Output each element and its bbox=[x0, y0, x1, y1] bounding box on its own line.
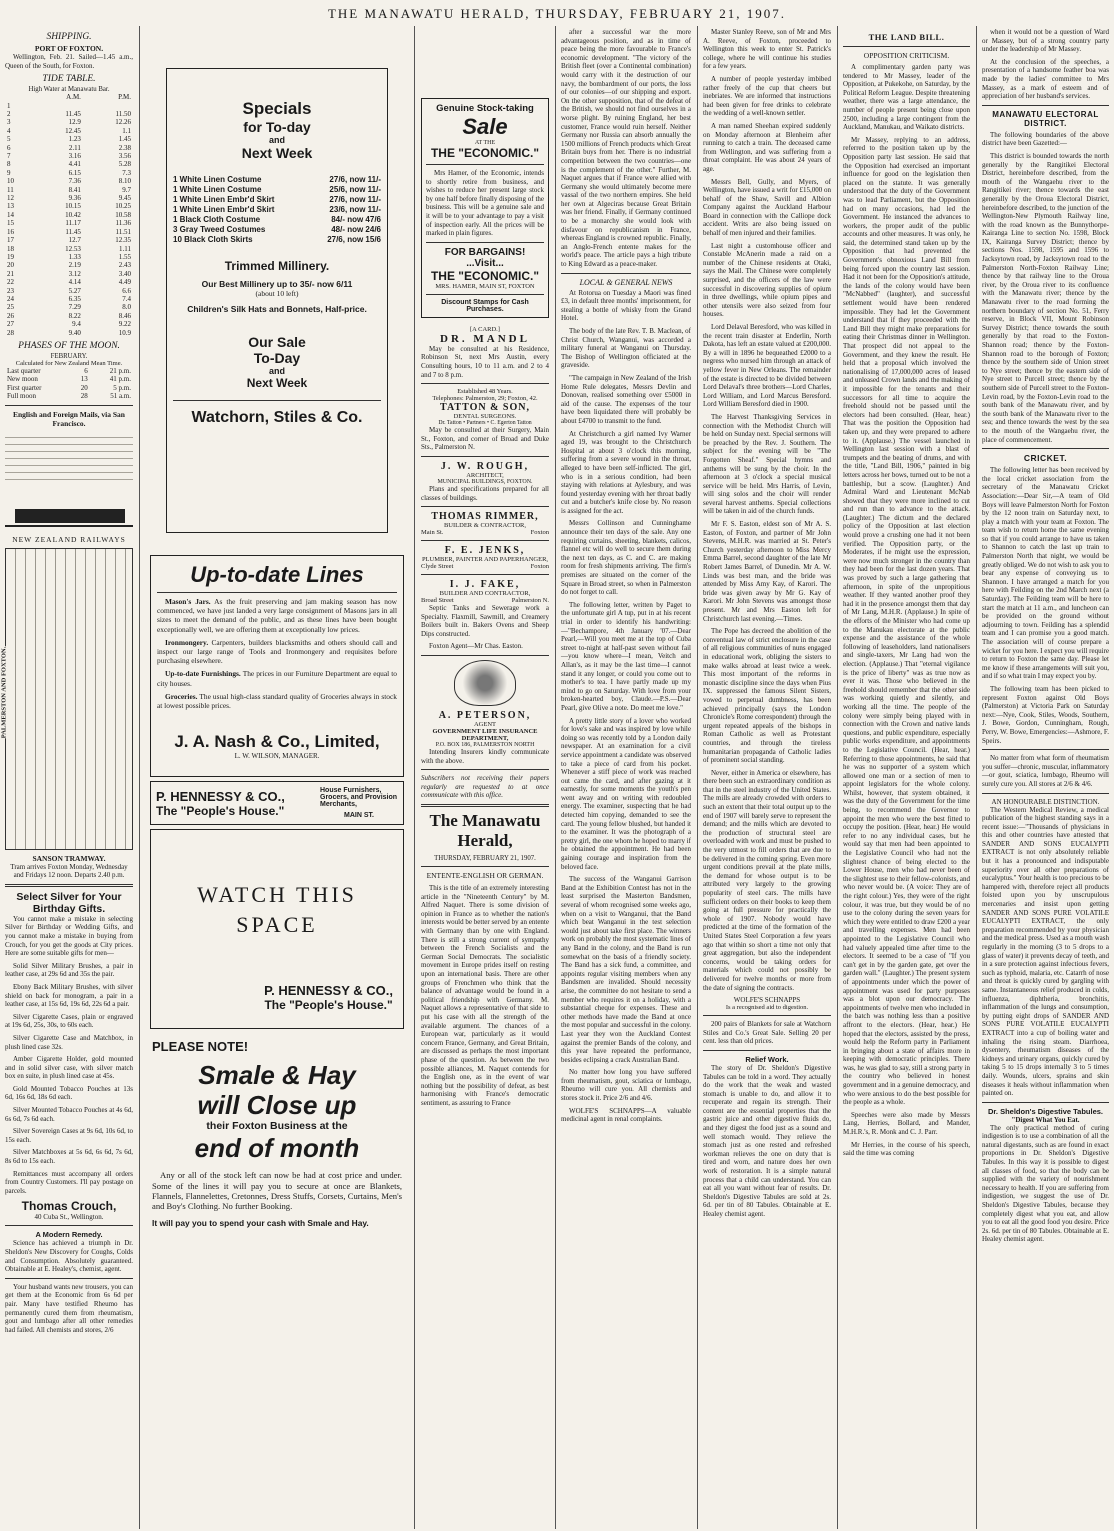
silver-item: Amber Cigarette Holder, gold mounted and in solid silver case, with silver match box en suite, in plush lined case at 45s. bbox=[5, 1055, 133, 1081]
tide-row: 16 11.45 11.51 bbox=[7, 227, 131, 236]
col5-para-9: The Pope has decreed the abolition of the conventual law of strict enclosure in the case of all religious communities of nuns engaged in educational work, obliging the sisters to make walks abroad at least twice a week. This most important of the reforms in monastic discipline since the days when Pius IX. suppressed the famous Silent Sisters, vowed to perpetual dumbness, has been achieved principally (says the London Chronicle's Rome correspondent) through the urgent repeated appeals of the bishops in Roman Catholic as well as Protestant countries, and through the tireless humanitarian propaganda of Catholic ladies of prominent social standing. bbox=[703, 627, 831, 765]
tramway-text: Tram arrives Foxton Monday, Wednesday and Fridays 12 noon. Departs 2.40 p.m. bbox=[10, 862, 128, 880]
mails-table bbox=[5, 431, 133, 483]
tide-row: 6 2.11 2.38 bbox=[7, 143, 131, 152]
tide-row: 14 10.42 10.58 bbox=[7, 210, 131, 219]
husband-text: Your husband wants new trousers, you can get them at the Economic from 6s 6d per pair. Many have testified Rheumo has permanently cured them from rheumatism, gout and lumbago after all other remedies had failed. All chemists and stores, 2/6 bbox=[5, 1282, 133, 1334]
fake-agent: Foxton Agent—Mr Chas. Easton. bbox=[429, 642, 523, 651]
card-label: [A CARD.] bbox=[470, 325, 500, 333]
tide-row: 20 2.19 2.43 bbox=[7, 261, 131, 270]
rheumo-text: No matter from what form of rheumatism you suffer—chronic, muscular, inflammatory—or gout, sciatica, lumbago, Rheumo will surely cure you. All stores at 2/6 & 4/6. bbox=[982, 754, 1109, 788]
moon-month: FEBRUARY. bbox=[50, 352, 88, 360]
specials-line-3: Next Week bbox=[241, 145, 313, 161]
watchorn-name: Watchorn, Stiles & Co. bbox=[191, 409, 363, 426]
tide-row: 28 9.40 10.9 bbox=[7, 328, 131, 337]
specials-item: 1 Black Cloth Costume 84/- now 47/6 bbox=[173, 215, 381, 224]
jenks-addr-left: Clyde Street bbox=[421, 563, 454, 571]
silver-item: Silver Cigarette Case and Matchbox, in plush lined case 32s. bbox=[5, 1033, 133, 1051]
smale-line-4: end of month bbox=[194, 1133, 360, 1164]
discount-text: Discount Stamps for Cash Purchases. bbox=[441, 298, 529, 313]
col4-para-6: Messrs Collinson and Cunninghame announce their ten days of the sale. Any one requiring curtains, sheeting, blankets, calicos, flannel etc will do well to secure them during the next ten days, as C. and C. are making room for fresh shipments arriving. The firm's premises are situated on the corner of the Square in Broad street, so when in Palmerston do not forget to call. bbox=[561, 519, 691, 597]
tide-row: 10 7.36 8.10 bbox=[7, 177, 131, 186]
sale-line-1: Our Sale bbox=[248, 334, 306, 350]
rough-name: J. W. ROUGH, bbox=[440, 460, 530, 472]
at-the: AT THE bbox=[474, 140, 496, 146]
column-1 bbox=[0, 26, 138, 1529]
rough-sub: ARCHITECT, bbox=[466, 471, 504, 479]
column-7 bbox=[977, 26, 1114, 1529]
moon-heading: PHASES OF THE MOON. bbox=[18, 340, 120, 351]
col7-para-2: At the conclusion of the speeches, a presentation of a handsome feather boa was made by the ladies' committee to Mrs Massey, as a mark of esteem and of appreciation of her husband's services. bbox=[982, 57, 1109, 101]
jenks-sub: PLUMBER, PAINTER AND PAPERHANGER, bbox=[421, 556, 549, 564]
peterson-name: A. PETERSON, bbox=[438, 710, 532, 722]
tide-heading: TIDE TABLE. bbox=[42, 74, 96, 85]
column-4 bbox=[556, 26, 696, 1529]
specials-item: 3 Gray Tweed Costumes 48/- now 24/6 bbox=[173, 225, 381, 234]
honour-text: The Western Medical Review, a medical publication of the highest standing says in a recent issue:—"Thousands of physicians in this and other countries have attested that SANDER AND SONS EUCALYPTI EXTRACT is not only absolutely reliable but it has a pronounced and indisputable superiority over all other preparations of eucalyptus." Your health is too precious to be hampered with, therefore reject all products foisted upon you by unscrupulous mercenaries and insist upon getting SANDER AND SONS PURE VOLATILE EUCALYPTI EXTRACT, the only preparation recommended by your physician and the medical press. Used as a mouth wash regularly in the morning (3 to 5 drops to a glass of water) it prevents decay of teeth, and in a sure protection against infectious fevers, such as typhoid, malaria, etc. Catarrh of nose and throat is quickly cured by gargling with same. Instantaneous relief produced in colds, influenza, diphtheria, bronchitis, inflammation of the lungs and consumption, by putting eight drops of SANDER AND SONS PURE VOLATILE EUCALYPTI EXTRACT into a cup of boiling water and inhaling the rising steam. Diarrhoea, dysentery, rheumatism diseases of the kidneys and urinary organs, quickly cured by taking 5 to 15 drops internally 3 to 5 times daily. Wounds, ulcers, sprains and skin diseases it heals without inflammation when painted on. bbox=[982, 805, 1109, 1098]
fake-name: I. J. FAKE, bbox=[449, 579, 521, 591]
please-note: PLEASE NOTE! bbox=[152, 1039, 249, 1055]
col4-para-2: At Rotorua on Tuesday a Maori was fined £3, in default three months' imprisonment, for stealing a bottle of whisky from the Grand Hotel. bbox=[561, 288, 691, 323]
cricket-heading: CRICKET. bbox=[1023, 453, 1068, 464]
nash-manager: L. W. WILSON, MANAGER. bbox=[234, 752, 320, 761]
millinery-text: Our Best Millinery up to 35/- now 6/11 bbox=[201, 279, 353, 289]
peterson-company: GOVERNMENT LIFE INSURANCE DEPARTMENT, bbox=[432, 728, 538, 743]
col4-para-7: The following letter, written by Paget to the unfortunate girl A tup, put in at his recent trial in order to identify his handwriting:—"Bechampore, 4th January '07.—Dear Pearl,—Will you meet me at the top of Cuba street to-night at half-past seven without fail—you know where—I mean, Veitch and Allan's, as it may be the last time—I cannot stand it any longer, or could you come out to mother's to tea. I have partly made up my mind to go on Saturday. With love from your broken-hearted boy, Claude.—P.S.—Dear Pearl, give Olive a note. Do meet me love." bbox=[561, 600, 691, 712]
hennessy2-tagline: The "People's House." bbox=[264, 998, 393, 1013]
col4-para-1: after a successful war the more advantageous position, and as in time of peace being the more favourable to France's economic development. "The victory of the British fleet (over a Continental combination) would carry with it the destruction of our navy, the bombardment of our ports, the loss of our colonies—of our shipping and export. On the other supposition, that of the defeat of the British, we should not find ourselves in a worse plight. By ruining England, her best customer, France would ruin herself. Neither Germany nor Russia can absorb annually the 1500 millions of French products which Great Britain buys from her. There is no industrial competition between the two countries—one is the complement of the other." Further, M. Naquet argues that if France were allied with Germany she would ultimately become mere vassal of the two northern empires. She held her own at Algeciras because Great Britain was her friend. Finally, if Germany continued to be a monarchy she would look with disfavour on republicanism in France, whereas England is crowned republic. Finally, an Anglo-French entente makes for the world's peace. The article pays a high tribute to King Edward as a peace-maker. bbox=[561, 28, 691, 269]
blankets-text: 200 pairs of Blankets for sale at Watchorn Stiles and Co.'s Great Sale. Selling 20 per cent. less than old prices. bbox=[703, 1020, 831, 1046]
silver-remit: Remittances must accompany all orders from Country Customers. I'll pay postage on parcels. bbox=[5, 1169, 133, 1195]
crouch-address: 40 Cuba St., Wellington. bbox=[34, 1213, 104, 1222]
peterson-text: Intending Insurers kindly communicate with the above. bbox=[421, 748, 549, 765]
smale-ad bbox=[150, 1037, 404, 1230]
col4-para-9: The success of the Wanganui Garrison Band at the Exhibition Contest has not in the least surprised the Masterton Bandsmen, several of whom recognised some weeks ago, when on a visit to Wanganui, that the Band which beat Wanganui in the test selection would just about take first place. The winners work on probably the most systematic lines of any Band in the colony, and the Band is run somewhat on the basis of a friendly society. The Band has a sick fund, a committee, and appoints regular visiting members when any Bandsmen are invalided. Should necessity arise, the committee do not hesitate to send a member who requires it on a holiday, with a substantial cheque for expenses. These and other methods have made the Band at once the most popular and successful in the colony. Last year they won the Auckland Contest against the premier Bands of the colony, and this year have repeated the performance, besides eclipsing a crack Australian Band. bbox=[561, 875, 691, 1064]
established: Established 48 Years. bbox=[457, 388, 513, 396]
tide-row: 17 12.7 12.35 bbox=[7, 236, 131, 245]
tide-table bbox=[5, 93, 133, 337]
nash-name: J. A. Nash & Co., Limited, bbox=[174, 732, 380, 752]
silver-item: Silver Mounted Tobacco Pouches at 4s 6d, 6s 6d, 7s 6d each. bbox=[5, 1106, 133, 1123]
remedy-text: Science has achieved a triumph in Dr. Sheldon's New Discovery for Coughs, Colds and Consumption. Absolutely guaranteed. Obtainable at E. Healey's, chemist, agent. bbox=[5, 1239, 133, 1274]
hennessy-name: P. HENNESSY & CO., bbox=[156, 788, 285, 804]
hennessy2-name: P. HENNESSY & CO., bbox=[264, 983, 393, 999]
rimmer-addr-right: Foxton bbox=[530, 529, 549, 537]
genuine-heading: Genuine Stock-taking bbox=[436, 103, 534, 114]
royal-crest-image bbox=[454, 660, 516, 706]
shipping-heading: SHIPPING. bbox=[46, 32, 92, 42]
specials-item: 1 White Linen Embr'd Skirt 27/6, now 11/- bbox=[173, 195, 381, 204]
ironmongery-text bbox=[157, 638, 397, 666]
col5-para-6: Lord Delaval Beresford, who was killed in the recent train disaster at Enderlin, North Dakota, has left an estate valued at £200,000. By a will in 1896 he bequeathed £2000 to a negress who nursed him through an attack of yellow fever in New Orleans. The remainder of the estate is directed to be divided between Lord Delaval's three brothers—Lord Charles, Lord William, and Lord Marcus Beresford. Lord William Beresford died in 1900. bbox=[703, 323, 831, 409]
col5-para-5: Last night a customhouse officer and Constable McAnerin made a raid on a number of the Chinese residents at Otaki, says the Mail. The Chinese were completely surprised, and the officers of the law were successful in discovering supplies of opium in three dwellings, while opium pipes and other utensils were also seized from four houses. bbox=[703, 241, 831, 319]
tramway-heading: SANSON TRAMWAY. bbox=[32, 853, 106, 863]
relief-heading: Relief Work. bbox=[745, 1054, 789, 1064]
remedy-heading: A Modern Remedy. bbox=[35, 1230, 103, 1240]
fake-text: Septic Tanks and Sewerage work a Specialty. Flaxmill, Sawmill, and Creamery Boilers built in. Bakers Ovens and Sheep Dips constructed. bbox=[421, 604, 549, 638]
silver-item: Gold Mounted Tobacco Pouches at 13s 6d, 16s 6d, 18s 6d each. bbox=[5, 1084, 133, 1102]
masons-heading: Mason's Jars. bbox=[165, 597, 211, 606]
tide-row: 22 4.14 4.49 bbox=[7, 278, 131, 287]
visit-heading: ...Visit... bbox=[466, 257, 504, 269]
cricket-text: The following letter has been received by the local cricket association from the secretary of the Manawatu Cricket Association:—Dear Sir,—A team of Old Boys will leave Palmerston North for Foxton by the 12 noon train on Saturday next, to play a match with your team at Foxton. The team wish to return home the same evening so that if you could arrange to have us taken to Shannon to catch the last up train to Palmerston North that night, we would be greatly obliged. We do not wish to ask you to bear any expense of conveying us to Shannon. I have arranged a match for you here with Feilding on the 2nd March next (a Saturday). The Feilding team will be here to start the match at 11 a.m., and luncheon can be provided on the ground without adjourning to town. Feilding has a splendid team and I can promise you a good match. The association will of course prepare a wicket for you here. I expect you will require to return to Foxton the same day. Please let me know if these arrangements will suit you, and if so what train I may expect you by. bbox=[982, 466, 1109, 681]
groceries-body: The usual high-class standard quality of Groceries always in stock at lowest possible prices. bbox=[157, 691, 397, 711]
tatton-name: TATTON & SON, bbox=[440, 402, 530, 414]
tide-row: 12 9.36 9.45 bbox=[7, 194, 131, 203]
cricket-team: The following team has been picked to represent Foxton against Old Boys (Palmerston) at Victoria Park on Saturday next:—Nye, Cook, Stiles, Woods, Southern, J. Bowe, Gordon, Cunningham, Rough, Perry, W. Bowe, Emergencies:—Ashmore, F. Speirs. bbox=[982, 684, 1109, 745]
sale-line-3: Next Week bbox=[246, 376, 308, 390]
mails-heading: English and Foreign Mails, via San Francisco. bbox=[13, 409, 125, 428]
tide-col-header: P.M. bbox=[118, 93, 131, 102]
col5-para-8: Mr F. S. Easton, eldest son of Mr A. S. Easton, of Foxton, and partner of Mr John Stevens, M.H.R. was married at St. Peter's Church yesterday afternoon to Miss Mercy Emma Barrel, second daughter of the late Mr Robert James Barrel, of Dunedin. Mr A. W. Linds was best man, and the bride was attended by Miss Amy Kay, of Karori. The bride was given away by Mr G. Kay of Karori. Mr John Stevens was amongst those present. Mr and Mrs Easton left for Christchurch last evening.—Times. bbox=[703, 520, 831, 623]
railway-timetable bbox=[0, 548, 133, 850]
col6-para-4: Mr Herries, in the course of his speech, said the time was coming bbox=[843, 1140, 970, 1158]
tide-row: 5 1.23 1.45 bbox=[7, 135, 131, 144]
sale-and: and bbox=[268, 366, 285, 376]
moon-row: Full moon 28 51 a.m. bbox=[7, 392, 131, 401]
col5-para-3: A man named Sheehan expired suddenly on Monday afternoon at Blenheim after running to catch a train. The deceased came from Wellington, and was suffering from a throat complaint. He was about 24 years of age. bbox=[703, 121, 831, 173]
tide-row: 13 10.15 10.25 bbox=[7, 202, 131, 211]
tide-row: 15 11.17 11.36 bbox=[7, 219, 131, 228]
local-news-heading: LOCAL & GENERAL NEWS bbox=[579, 277, 673, 287]
sheldon-text: The only practical method of curing indigestion is to use a combination of all the natural digestants, such as are found in exact proportions in Dr. Sheldon's Digestive Tabules. In this way it is possible to digest all classes of food, so that the body can be supplied with the variety of nourishment necessary to health. If you are suffering from indigestion, we suggest the use of Dr. Sheldon's Digestive Tabules, because they completely digest what you eat, and allow you to eat all the good food you desire. Price 2s. 6d. per tin of 80 Tabules. Obtainable at E. Healey chemist agent. bbox=[982, 1123, 1109, 1244]
col4-para-5: At Christchurch a girl named Ivy Warner aged 19, was brought to the Christchurch Hospital at about 3 o'clock this morning, suffering from a severe wound in the throat, alleged to have been self-inflicted. The girl, who is in a serious condition, had been staying with relations at Aylesbury, and was found yesterday evening with her throat badly cut and a butcher's knife close by. No reason is assigned for the act. bbox=[561, 429, 691, 515]
col7-para-1: when it would not be a question of Ward or Massey, but of a strong country party under the leadership of Mr Massey. bbox=[982, 28, 1109, 54]
jenks-addr-right: Foxton bbox=[530, 563, 549, 571]
tide-row: 21 3.12 3.40 bbox=[7, 269, 131, 278]
economic-sale-ad bbox=[421, 98, 549, 318]
tide-row: 4 12.45 1.1 bbox=[7, 126, 131, 135]
uptodate-heading: Up-to-date Lines bbox=[190, 562, 364, 587]
specials-item: 1 White Linen Costume 25/6, now 11/- bbox=[173, 185, 381, 194]
schnapps-heading: WOLFE'S SCHNAPPS bbox=[733, 996, 801, 1005]
furnishings-text bbox=[157, 669, 397, 687]
moon-table bbox=[5, 367, 133, 401]
furnishings-heading: Up-to-date Furnishings. bbox=[165, 669, 241, 679]
rough-text: Plans and specifications prepared for all classes of buildings. bbox=[421, 484, 549, 502]
hamer-text: Mrs Hamer, of the Economic, intends to shortly retire from business, and wishes to reduce her present large stock by one half before finally disposing of the business. This will be a genuine sale and it will be to your advantage to pay a visit of inspection early. All the prices will be marked in plain figures. bbox=[426, 169, 544, 238]
tide-row: 18 12.53 1.11 bbox=[7, 244, 131, 253]
hennessy-side: House Furnishers, Grocers, and Provision Merchants, bbox=[320, 787, 398, 809]
specials-and: and bbox=[268, 135, 285, 145]
silver-item: Silver Matchboxes at 5s 6d, 6s 6d, 7s 6d, 8s 6d to 15s each. bbox=[5, 1148, 133, 1166]
moon-row: Last quarter 6 21 p.m. bbox=[7, 366, 131, 375]
rough-address: MUNICIPAL BUILDINGS, FOXTON. bbox=[437, 478, 533, 485]
ironmongery-body: Carpenters, builders blacksmiths and others should call and inspect our large range of Tools and Ironmongery and requisites before purchasing elsewhere. bbox=[157, 637, 397, 666]
port-heading: PORT OF FOXTON. bbox=[34, 44, 104, 53]
tide-row: 8 4.41 5.28 bbox=[7, 160, 131, 169]
bargains-heading: FOR BARGAINS! bbox=[444, 246, 526, 258]
column-2-ads bbox=[141, 26, 413, 1529]
entente-heading: ENTENTE-ENGLISH OR GERMAN. bbox=[426, 871, 544, 881]
tide-col-header: A.M. bbox=[66, 93, 81, 102]
fake-addr-left: Broad Street bbox=[421, 597, 454, 605]
smale-text: Any or all of the stock left can now be had at cost price and under. Some of the lines it will pay you to secure at once are Blankets, Flannels, Flannelettes, Cretonnes, Dress Stuffs, Corsets, Curtains, Men's and Boy's Clothing. No further Booking. bbox=[152, 1170, 402, 1212]
honour-heading: AN HONOURABLE DISTINCTION. bbox=[991, 797, 1100, 806]
tatton-sub: DENTAL SURGEONS. bbox=[453, 413, 517, 421]
column-5 bbox=[698, 26, 836, 1529]
electoral-para-1: The following boundaries of the above district have been Gazetted:— bbox=[982, 130, 1109, 148]
specials-item: 1 White Linen Costume 27/6, now 11/- bbox=[173, 175, 381, 184]
jenks-name: F. E. JENKS, bbox=[444, 545, 526, 557]
col5-para-1: Master Stanley Reeve, son of Mr and Mrs A. Reeve, of Foxton, proceeded to Wellington this week to enter St. Patrick's college, where he will continue his studies for a few years. bbox=[703, 28, 831, 71]
mandl-name: DR. MANDL bbox=[440, 332, 530, 345]
moon-row: First quarter 20 5 p.m. bbox=[7, 383, 131, 392]
locomotive-illustration bbox=[5, 489, 133, 529]
opposition-heading: OPPOSITION CRITICISM. bbox=[863, 51, 950, 60]
tide-row: 11 8.41 9.7 bbox=[7, 185, 131, 194]
paper-date: THURSDAY, FEBRUARY 21, 1907. bbox=[434, 855, 536, 863]
silver-item: Ebony Back Military Brushes, with silver shield on back for monogram, a pair in a leather case, at 15s 6d, 19s 6d, 22s 6d a pair. bbox=[5, 982, 133, 1009]
specials-item: 1 White Linen Embr'd Skirt 23/6, now 11/- bbox=[173, 205, 381, 214]
smale-line-2: will Close up bbox=[197, 1090, 357, 1121]
tatton-names: Dr. Tatton • Partners • C. Egerton Tatton bbox=[438, 420, 532, 427]
subscribers-note: Subscribers not receiving their papers regularly are requested to at once communicate with this office. bbox=[421, 774, 549, 800]
sale-line-2: To-Day bbox=[253, 350, 301, 366]
silver-items bbox=[5, 962, 133, 1166]
groceries-heading: Groceries. bbox=[165, 691, 198, 701]
tide-row: 2 11.45 11.50 bbox=[7, 110, 131, 118]
peterson-address: P.O. BOX 186, PALMERSTON NORTH bbox=[435, 742, 535, 749]
land-bill-heading: THE LAND BILL. bbox=[868, 32, 945, 42]
silver-item: Solid Silver Military Brushes, a pair in leather case, at 29s 6d and 35s the pair. bbox=[5, 961, 133, 979]
column-6 bbox=[838, 26, 975, 1529]
tide-row: 7 3.16 3.56 bbox=[7, 152, 131, 161]
tide-row: 1 bbox=[7, 101, 11, 110]
tide-subheading: High Water at Manawatu Bar. bbox=[28, 86, 110, 94]
groceries-text bbox=[157, 692, 397, 710]
schnapps-text: Is a recognised aid to digestion. bbox=[725, 1004, 809, 1012]
tide-row: 25 7.29 8.0 bbox=[7, 303, 131, 312]
col4-para-8: A pretty little story of a lover who worked for love's sake and was inspired by love while doing so was recently told by a London daily newspaper. At an examination for a civil service appointment a candidate was observed to take a piece of card from his pocket. Whenever a stiff piece of work was reached out came the card, and after gazing at it earnestly, for some moments the youth's pen went away and on writing with redoubled energy. The examiner, suspecting that he had detected him copying, demanded to see the card. The young fellow blushed, but handed it to the examiner. It was the photograph of a pretty girl, the one whom he hoped to marry if he obtained the appointment. He had been gaining courage and inspiration from the beloved face. bbox=[561, 716, 691, 871]
rimmer-name: THOMAS RIMMER, bbox=[431, 511, 539, 523]
mandl-text: May be consulted at his Residence, Robinson St, next Mrs Austin, every Consulting hours, 10 to 11 a.m. and 2 to 4 and 7 to 8 p.m. bbox=[421, 344, 549, 379]
telephones: Telephones: Palmerston, 29; Foxton, 42. bbox=[432, 395, 538, 403]
furnishings-body: The prices in our Furniture Department are equal to city houses. bbox=[157, 669, 397, 688]
sheldon-heading: Dr. Sheldon's Digestive Tabules. bbox=[987, 1106, 1103, 1116]
entente-text: This is the title of an extremely interesting article in the "Nineteenth Century" by M. Alfred Naquet. There is some division of opinion in France as to whether the nation's interests would be better served by an entente with Germany than by one with England. There is still a strong current of sympathy between the French Socialists and the German Social Democrats. The socialistic movement in Europe prides itself on resting upon an international basis. There are other groups of Frenchmen who think that the balance of advantage would be found in a political friendship with Germany. M. Naquet allows a representative of that side to put his case with all the strength of the available argument. The chances of a European war, particularly as it would concern France, Germany, and Great Britain, are discussed as perhaps the most important phase of the question. As between the two possible alliances, M. Naquet contends for the English one, as in the event of war nothing but the possibility of defeat, as best harmonising with France's democratic sentiment, as assuring to France bbox=[421, 884, 549, 1107]
masthead: THE MANAWATU HERALD, THURSDAY, FEBRUARY 21, 1907. bbox=[327, 6, 787, 21]
silver-item: Silver Sovereign Cases at 9s 6d, 10s 6d, to 15s each. bbox=[5, 1127, 133, 1144]
col4-para-11: WOLFE'S SCHNAPPS—A valuable medicinal agent in renal complaints. bbox=[561, 1106, 691, 1124]
col4-para-3: The body of the late Rev. T. B. Maclean, of Christ Church, Wanganui, was accorded a military funeral at Wanganui on Thursday. The Bishop of Wellington officiated at the graveside. bbox=[561, 327, 691, 370]
shipping-text: Wellington, Feb. 21. Sailed—1.45 a.m., Queen of the South, for Foxton. bbox=[5, 53, 133, 70]
fake-sub: BUILDER AND CONTRACTOR, bbox=[439, 590, 531, 598]
paper-title: The Manawatu Herald, bbox=[429, 811, 541, 851]
col4-para-10: No matter how long you have suffered from rheumatism, gout, sciatica or lumbago, Rheumo will cure you. All chemists and stores stock it. Price 2/6 and 4/6. bbox=[561, 1068, 691, 1103]
tide-row: 19 1.33 1.55 bbox=[7, 252, 131, 261]
specials-line-1: Specials bbox=[242, 99, 312, 118]
economic-name: THE "ECONOMIC." bbox=[430, 146, 540, 160]
tatton-text: May be consulted at their Surgery, Main St., Foxton, and corner of Broad and Duke Sts., Palmerston N. bbox=[421, 426, 549, 452]
tide-col-header bbox=[5, 93, 33, 101]
hennessy-ad bbox=[150, 781, 404, 825]
col4-para-4: "The campaign in New Zealand of the Irish Home Rule delegates, Messrs Devlin and Donovan, realised something over £5000 in aid of the cause. The expenses of the tour have been liquidated there will probably be about £4700 to transmit to the fund. bbox=[561, 373, 691, 425]
electoral-heading: MANAWATU ELECTORAL DISTRICT. bbox=[992, 109, 1099, 128]
col5-para-10: Never, either in America or elsewhere, has there been such an extraordinary condition as that in the steel industry of the United States. The mills are already crowded with orders to such an extent that their total output up to the end of 1907 will barely serve to represent the demand; and the mills which are devoted to the production of structural steel are overloaded with work and must be pushed to the very utmost to fill orders that are due to be delivered in the coming spring. Even more urgent conditions prevail at the plate mills, the demand for whose output is to be attributed very largely to the growing popularity of steel cars. The mills have sufficient orders on their books to keep them going at full pressure for practically the whole of 1907. Nobody would have predicted at the time of the formation of the United States Steel Corporation a few years ago that within so short a time not only that great aggregation, but also the independent concerns, would be taking orders for materials which could not possibly be delivered for twelve months or more from the date of signing the contracts. bbox=[703, 768, 831, 992]
electoral-para-2: This district is bounded towards the north generally by the Rangitikei Electoral District, hereinbefore described, from the mouth of the Wangaehu river to the Rangitikei river; thence towards the east generally by the Oroua Electoral District, hereinbefore described, to the junction of the Wellington-New Plymouth Railway line, with the road known as the Bunnythorpe-Kairanga Line to section No. 1598, Block IX, Kairanga Survey District; thence by sections Nos. 1598, 1595 and 1596 to Jacksytown road, by Jacksytown road to the Palmerston North-Foxton Railway Line; thence by that railway line to the Oroua river, by the Oroua river to its confluence with the Manawatu river; thence by the Manawatu river to the road forming the northern boundary of section No. 51, Ferry reserve, in Block VII, Mount Robinson Survey District; thence towards the south generally by that road to the Foxton-Shannon road; thence by the Foxton-Shannon road to the borough of Foxton; thence by the southern side of Union street to Nye street; thence by the eastern side of Nye street to Purcell street; thence by the southern side of Purcell street to the Foxton-Levin road, by the Foxton-Levin road to the south bank of the Manawatu river, and by the south bank of the Manawatu river to the sea; and thence towards the west by the sea to the mouth of the Wangaehu river, the place of commencement. bbox=[982, 151, 1109, 444]
ironmongery-heading: Ironmongery. bbox=[165, 637, 209, 647]
tide-row: 24 6.35 7.4 bbox=[7, 294, 131, 303]
silver-text: You cannot make a mistake in selecting Silver for Birthday or Wedding Gifts, and you cannot make a mistake in buying from Crouch, for you get the goods at City prices. Here are some suitable gifts for men— bbox=[5, 914, 133, 958]
hennessy-tagline: The "People's House." bbox=[156, 803, 285, 818]
tide-row: 26 8.22 8.46 bbox=[7, 311, 131, 320]
silver-item: Silver Cigarette Cases, plain or engraved at 19s 6d, 25s, 30s, to 60s each. bbox=[5, 1012, 133, 1030]
railway-side-label: PALMERSTON AND FOXTON. bbox=[0, 646, 8, 738]
fake-addr-right: Palmerston N. bbox=[511, 597, 549, 605]
watch-space-text: WATCH THIS SPACE bbox=[197, 882, 357, 938]
relief-text: The story of Dr. Sheldon's Digestive Tabules can be told in a word. They actually do the work that the weak and wasted stomach is unable to do, and allow it to recuperate and regain its strength. Their content are the essential properties that the gastric juice and other digestive fluids do, and they digest the food just as a sound and well stomach would. They relieve the stomach just as one rested and refreshed workman relieves the one on duty that is tired and worn, and nature does her own work of restoration. It is a simple natural process that a child can understand. You can eat all you want without fear of results. Dr. Sheldon's Digestive Tabules are sold at 2s. 6d. per tin of 80 Tabules. Obtainable at E. Healey chemist agent. bbox=[703, 1063, 831, 1218]
hennessy-street: MAIN ST. bbox=[344, 812, 374, 820]
watchorn-ad bbox=[166, 68, 388, 533]
col6-para-1: A complimentary garden party was tendered to Mr Massey, leader of the Opposition, at Pukekohe, on Saturday, by the Political Reform League. Despite threatening weather, there was a large attendance, the number of people present being close upon 2500, including a large contingent from the Auckland, Manukau, and Waikato districts. bbox=[843, 63, 970, 132]
col5-para-7: The Harvest Thanksgiving Services in connection with the Methodist Church will be held on Sunday next. Special sermons will be preached by the Rev. J. Southern. The subject for the evening will be "The Forgotten Sheaf." Special hymns and anthems will be sung by the choir. In the afternoon at 3 o'clock a special musical service will be held. Mrs Harris, of Levin, will sing solos and the choir will render several harvest anthems. Special collections will be taken in aid of the church funds. bbox=[703, 412, 831, 516]
millinery-heading: Trimmed Millinery. bbox=[224, 259, 330, 273]
rimmer-addr-left: Main St. bbox=[421, 529, 444, 537]
masons-body: As the fruit preserving and jam making season has now commenced, we have just landed a very large consignment of Masons jars in all sizes to meet the demand of the public, and as these lines have been bought exceptionally well, we are offering them at exceptionally low prices. bbox=[157, 597, 397, 634]
sheldon-subheading: "Digest What You Eat. bbox=[1011, 1115, 1080, 1124]
masons-text bbox=[157, 597, 397, 634]
specials-item: 10 Black Cloth Skirts 27/6, now 15/6 bbox=[173, 235, 381, 244]
moon-subheading: Calculated for New Zealand Mean Time. bbox=[15, 359, 123, 367]
specials-list bbox=[173, 175, 381, 245]
col5-para-4: Messrs Bell, Gully, and Myers, of Wellington, have issued a writ for £15,000 on behalf of the Shaw, Savill and Albion Company against the Auckland Harbour Board in connection with the Calliope dock accident. Writs are also being issued on behalf of men injured and their families. bbox=[703, 177, 831, 238]
moon-row: New moon 13 41 p.m. bbox=[7, 375, 131, 384]
children-text: Children's Silk Hats and Bonnets, Half-price. bbox=[187, 304, 367, 314]
tide-row: 9 6.15 7.3 bbox=[7, 168, 131, 177]
smale-line-3: their Foxton Business at the bbox=[206, 1120, 348, 1133]
specials-line-2: for To-day bbox=[243, 119, 311, 135]
hamer-address: MRS. HAMER, MAIN ST, FOXTON bbox=[435, 282, 535, 290]
col6-para-3: Speeches were also made by Messrs Lang, Herries, Bollard, and Mander, M.H.R.'s, R. Monk and C. J. Parr. bbox=[843, 1110, 970, 1137]
peterson-sub: AGENT bbox=[473, 721, 497, 729]
column-3 bbox=[416, 26, 554, 1529]
tide-row: 27 9.4 9.22 bbox=[7, 320, 131, 329]
millinery-sub: (about 10 left) bbox=[255, 289, 299, 298]
tide-row: 3 12.9 12.26 bbox=[7, 118, 131, 127]
col5-para-2: A number of people yesterday imbibed rather freely of the cup that cheers but inebriates. We are informed that instructions had been given for free drinks to celebrate the wedding of a well-known settler. bbox=[703, 74, 831, 118]
railway-heading: NEW ZEALAND RAILWAYS bbox=[12, 534, 126, 544]
crouch-name: Thomas Crouch, bbox=[21, 1199, 117, 1214]
tide-row: 23 5.27 6.6 bbox=[7, 286, 131, 295]
col6-para-2: Mr Massey, replying to an address, referred to the position taken up by the Opposition party last session. He said that the Opposition had exercised an important influence for good on the legislation then placed on the statute. It was generally understood that the duty of the Government was to lead Parliament, but the Opposition had on many occasions, had led the Government. He instanced the advances to workers, the proper audit of the public accounts and other measures. It was only, he said, the determined stand taken up by the Opposition that had prevented the Government's obnoxious Land Bill from being forced upon the country last session. Had it not been for the Opposition's attitude, the lands of the colony would have been "McNabbed" (laughter), and successful settlement would have been rendered impossible. They had let the Government understand that if they proceeded with the Land Bill they might make preparations for eating their Christmas dinner in Wellington. That prospect did not appeal to the Government, and they knew the result. He held that a proposal which involved the nationalising of 17,000,000 acres of leased and unleased Crown lands and the making of it impossible for the tenants and their successors for all time to acquire the freehold should not be passed until the electors had been consulted. (Hear, hear.) That was the position the Opposition had taken up, and they were prepared to adhere to it. (Applause.) The vessel launched in Wellington last session with a blast of trumpets and the beating of drums, and with the title, "Land Bill, 1906," painted in big letters across her bows, turned out to be not a battleship, but a scow. (Laughter.) And Admiral Ward and Lieutenant McNab showed that they were more inclined to cut and run than to advance to the attack. (Laughter.) The dictum and the declared policy of the Opposition at last election would prove a crushing one had it not been verified. The Opposition party, or the Moderates, if he might use the expression, were now much stronger in the country than they had been for the last dozen years. That was proved by such a large gathering that afternoon, in spite of the unpropitious weather. If they wanted another proof they had it in the presence amongst them that day of Mr Lang, M.H.R. (Applause.) In spite of the efforts of the Minister who had come up to the Manukau electorate at the public expense and the assistance of the whole following of leaseholders, land nationalisers and single-taxers, Mr Lang had won the election. (Applause.) That "eternal vigilance is the price of liberty" was as true now as ever it was. Those who believed in the freehold should remember that the other side was working quietly and silently, and working all the time. The people of the colony were simply being played with in connection with the Crown and native lands questions, and public expenditure, especially public works expenditure, and appointments to the Legislative Council. (Hear, hear.) Referring to those appointments, he said that he was no supporter of a system which allowed one man or a section of men to appoint legislators for the whole colony. Whilst, however, that system obtained, it was the duty of the Government for the time being, to recommend the Governor to appoint the men who were the best fitted to occupy the position. (Hear, hear.) He would refer to no any individual cases, but he would say that men had been appointed to the Legislative Council who had not the slightest chance of being elected to the Lower House, men who had never been of the slightest use to their fellow-colonists, and who never would be. (A voice: They are of the right colour.) Yes, they were of the right colour, it was true, but they would be of no use to the colony during the seven years for which they were entitled to draw £200 a year and travelling expenses. Men had been appointed to the Legislative Council who had valuely appealed time after time to the electors. It seemed to be a case of "If you can't get in by the garden gate, get over the garden wall." (Laughter.) The present system of appointments under which the power of appointment was used for party purposes was a blot upon our democracy. The appointments of twelve men who included in the batch was nothing less than a positive affront to the electors. (Hear, hear.) He hoped that the electors, assisted by the press, would help the Reform party in Parliament in bringing about a state of affairs more in keeping with democratic principles. There was, he was glad to say, still a strong party in the country who believed in honest government and in a genuine democracy, and who were anxious to do the best possible for the people as a whole. bbox=[843, 135, 970, 1107]
silver-heading: Select Silver for Your Birthday Gifts. bbox=[16, 890, 122, 915]
smale-line-1: Smale & Hay bbox=[198, 1060, 356, 1091]
sale-heading: Sale bbox=[462, 114, 508, 139]
rimmer-sub: BUILDER & CONTRACTOR, bbox=[443, 522, 527, 530]
nash-ad bbox=[150, 555, 404, 777]
watch-space-ad bbox=[150, 829, 404, 1029]
smale-footer: It will pay you to spend your cash with Smale and Hay. bbox=[152, 1217, 369, 1228]
economic-name-2: THE "ECONOMIC." bbox=[430, 268, 540, 283]
